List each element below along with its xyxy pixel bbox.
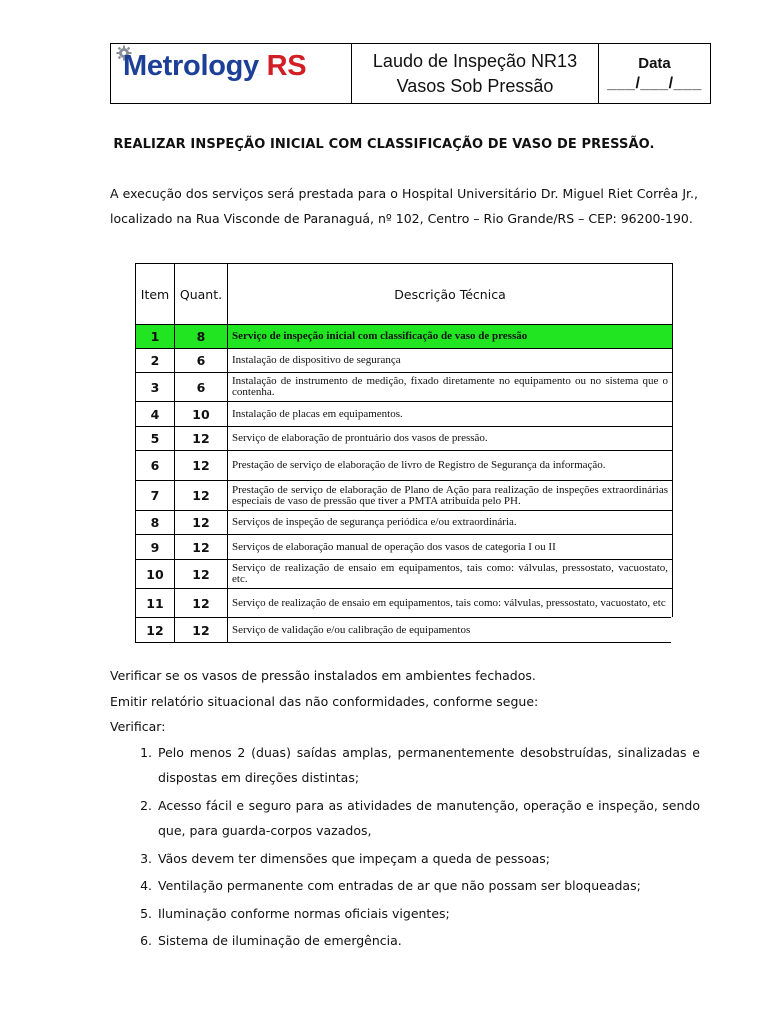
header-title <box>352 44 599 103</box>
row-quant: 12 <box>175 427 228 451</box>
header-item: Item <box>136 264 175 325</box>
row-quant: 12 <box>175 481 228 511</box>
row-quant: 12 <box>175 589 228 618</box>
row-item: 4 <box>136 402 175 427</box>
logo-accent: RS <box>266 50 307 82</box>
logo-main: Metrology <box>123 50 259 82</box>
row-description: Instalação de placas em equipamentos. <box>228 402 673 427</box>
intro-paragraph: A execução dos serviços será prestada para o Hospital Universitário Dr. Miguel Riet Corrêa Jr., localizado na Rua Visconde de Paranaguá, nº 102, Centro – Rio Grande/RS – CEP: 96200-190. <box>110 186 698 226</box>
row-quant: 12 <box>175 511 228 535</box>
page-title: REALIZAR INSPEÇÃO INICIAL COM CLASSIFICAÇÃO DE VASO DE PRESSÃO. <box>113 137 655 152</box>
row-quant: 12 <box>175 535 228 560</box>
table-row <box>136 451 673 481</box>
table-row <box>136 373 673 402</box>
row-item: 2 <box>136 349 175 373</box>
row-description: Instalação de instrumento de medição, fixado diretamente no equipamento ou no sistema que o contenha. <box>228 373 673 402</box>
header-description: Descrição Técnica <box>228 264 673 325</box>
list-item: 3. Vãos devem ter dimensões que impeçam a queda de pessoas; <box>156 846 700 872</box>
table-corner-gap <box>671 617 675 645</box>
table-row <box>136 427 673 451</box>
verification-line-2: Emitir relatório situacional das não conformidades, conforme segue: <box>110 693 539 709</box>
table-row <box>136 402 673 427</box>
row-description: Serviço de realização de ensaio em equipamentos, tais como: válvulas, pressostato, vacuostato, etc <box>228 589 673 618</box>
date-label: Data <box>638 54 671 72</box>
table-header-row <box>136 264 673 325</box>
verification-list <box>110 740 700 954</box>
row-item: 9 <box>136 535 175 560</box>
table-row <box>136 511 673 535</box>
table-row <box>136 589 673 618</box>
list-item: 5. Iluminação conforme normas oficiais vigentes; <box>156 901 700 927</box>
row-description: Serviços de elaboração manual de operação dos vasos de categoria I ou II <box>228 535 673 560</box>
table-row <box>136 481 673 511</box>
table-row <box>136 349 673 373</box>
row-quant: 8 <box>175 325 228 349</box>
row-item: 11 <box>136 589 175 618</box>
row-description: Serviço de validação e/ou calibração de equipamentos <box>228 618 673 643</box>
row-description: Prestação de serviço de elaboração de Plano de Ação para realização de inspeções extraordinárias especiais de vaso de pressão que tiver a PMTA atribuída pelo PH. <box>228 481 673 511</box>
row-quant: 12 <box>175 451 228 481</box>
row-item: 7 <box>136 481 175 511</box>
row-description: Prestação de serviço de elaboração de livro de Registro de Segurança da informação. <box>228 451 673 481</box>
row-item: 5 <box>136 427 175 451</box>
services-table-wrap <box>135 263 672 643</box>
list-item: 1. Pelo menos 2 (duas) saídas amplas, permanentemente desobstruídas, sinalizadas e dispostas em direções distintas; <box>156 740 700 791</box>
list-item: 6. Sistema de iluminação de emergência. <box>156 928 700 954</box>
row-description: Instalação de dispositivo de segurança <box>228 349 673 373</box>
row-description: Serviço de inspeção inicial com classificação de vaso de pressão <box>228 325 673 349</box>
row-description: Serviços de inspeção de segurança periódica e/ou extraordinária. <box>228 511 673 535</box>
table-row <box>136 560 673 589</box>
table-row <box>136 535 673 560</box>
row-item: 1 <box>136 325 175 349</box>
list-item: 4. Ventilação permanente com entradas de ar que não possam ser bloqueadas; <box>156 873 700 899</box>
row-item: 12 <box>136 618 175 643</box>
row-quant: 10 <box>175 402 228 427</box>
row-item: 3 <box>136 373 175 402</box>
row-description: Serviço de elaboração de prontuário dos vasos de pressão. <box>228 427 673 451</box>
row-quant: 6 <box>175 373 228 402</box>
row-quant: 12 <box>175 618 228 643</box>
header-quant: Quant. <box>175 264 228 325</box>
table-row <box>136 618 673 643</box>
header-date <box>599 44 710 103</box>
list-item: 2. Acesso fácil e seguro para as atividades de manutenção, operação e inspeção, sendo que, para guarda-corpos vazados, <box>156 793 700 844</box>
services-table <box>135 263 673 643</box>
date-value: ___/___/___ <box>607 74 702 92</box>
row-description: Serviço de realização de ensaio em equipamentos, tais como: válvulas, pressostato, vacuostato, etc. <box>228 560 673 589</box>
header-title-line2: Vasos Sob Pressão <box>396 75 554 96</box>
header-title-line1: Laudo de Inspeção NR13 <box>372 50 578 71</box>
verification-section <box>110 663 700 956</box>
company-logo <box>111 44 352 103</box>
row-item: 8 <box>136 511 175 535</box>
table-row <box>136 325 673 349</box>
logo-text <box>123 50 306 83</box>
row-item: 6 <box>136 451 175 481</box>
row-quant: 6 <box>175 349 228 373</box>
row-item: 10 <box>136 560 175 589</box>
row-quant: 12 <box>175 560 228 589</box>
verification-line-1: Verificar se os vasos de pressão instalados em ambientes fechados. <box>110 668 536 683</box>
verification-line-3: Verificar: <box>110 719 166 734</box>
document-header <box>110 43 711 104</box>
